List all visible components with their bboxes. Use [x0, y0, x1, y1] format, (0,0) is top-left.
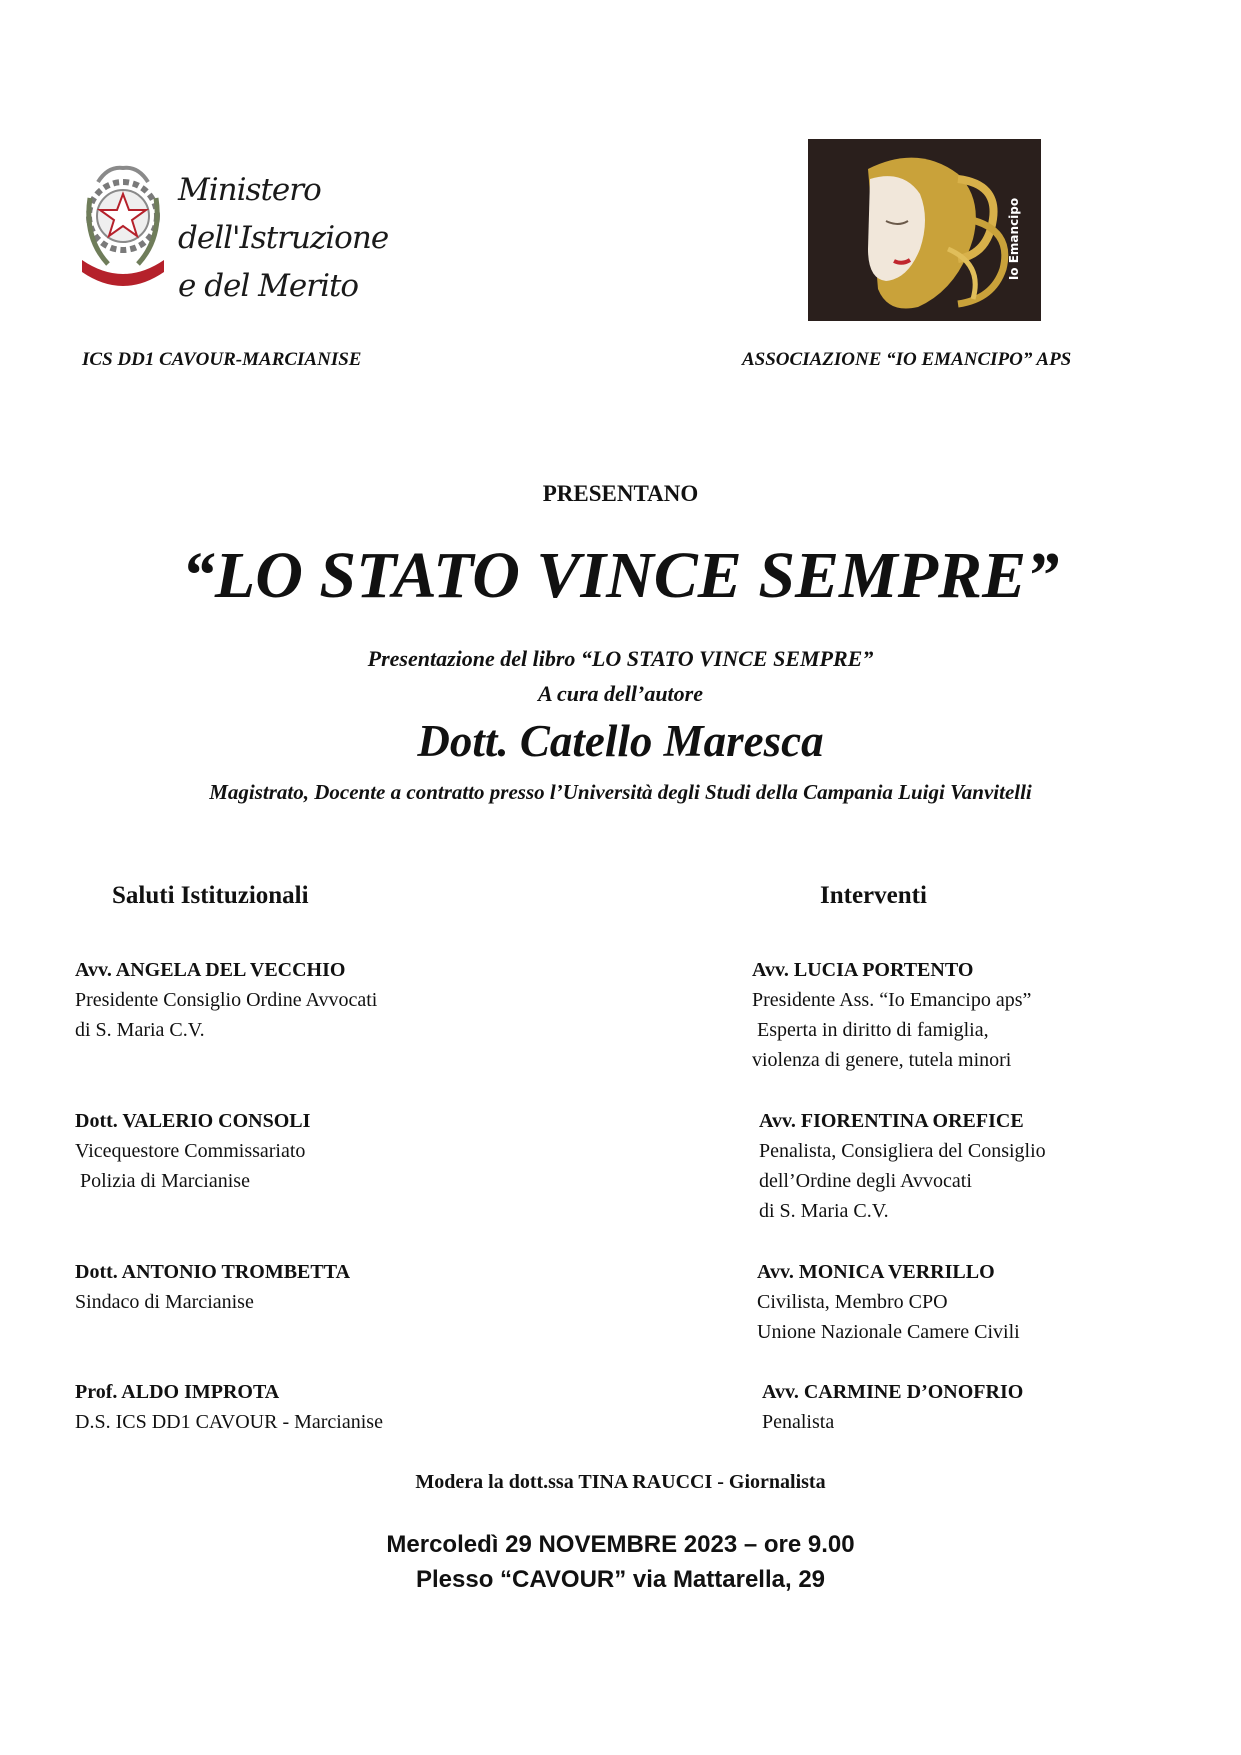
person-role-line: violenza di genere, tutela minori [752, 1049, 1012, 1071]
person-role-line: Civilista, Membro CPO [757, 1291, 948, 1313]
person-role-line: Sindaco di Marcianise [75, 1291, 254, 1313]
person-name: Avv. FIORENTINA OREFICE [759, 1110, 1024, 1132]
person-name: Avv. LUCIA PORTENTO [752, 959, 974, 981]
ministry-line-1: Ministero dell'Istruzione [178, 172, 389, 256]
person-role-line: dell’Ordine degli Avvocati [759, 1170, 972, 1192]
presentano-label: PRESENTANO [542, 481, 699, 506]
interventi-person [757, 1257, 1217, 1347]
saluti-person [75, 955, 535, 1045]
curated-by-line: A cura dell’autore [537, 681, 703, 706]
person-name: Avv. ANGELA DEL VECCHIO [75, 959, 346, 981]
person-role-line: Presidente Ass. “Io Emancipo aps” [752, 989, 1032, 1011]
saluti-heading: Saluti Istituzionali [112, 882, 309, 909]
person-role-line: Vicequestore Commissariato [75, 1140, 306, 1162]
ministry-line-2: e del Merito [178, 268, 359, 304]
moderator-line: Modera la dott.ssa TINA RAUCCI - Giornalista [415, 1471, 826, 1493]
person-role-line: D.S. ICS DD1 CAVOUR - Marcianise [75, 1411, 383, 1433]
saluti-person [75, 1377, 535, 1437]
event-title: “LO STATO VINCE SEMPRE” [181, 539, 1060, 612]
person-name: Avv. MONICA VERRILLO [757, 1261, 995, 1283]
event-place: Plesso “CAVOUR” via Mattarella, 29 [415, 1566, 826, 1593]
interventi-heading: Interventi [820, 882, 927, 909]
person-role-line: Esperta in diritto di famiglia, [752, 1019, 989, 1041]
person-name: Avv. CARMINE D’ONOFRIO [762, 1381, 1024, 1403]
person-role-line: di S. Maria C.V. [759, 1200, 889, 1222]
person-name: Dott. ANTONIO TROMBETTA [75, 1261, 351, 1283]
interventi-person [752, 955, 1212, 1075]
person-role-line: Unione Nazionale Camere Civili [757, 1321, 1020, 1343]
author-name: Dott. Catello Maresca [417, 716, 824, 766]
person-name: Prof. ALDO IMPROTA [75, 1381, 280, 1403]
saluti-person [75, 1106, 535, 1196]
person-role-line: Polizia di Marcianise [75, 1170, 250, 1192]
interventi-person [759, 1106, 1219, 1226]
repubblica-italiana-emblem-icon [78, 138, 168, 310]
author-role: Magistrato, Docente a contratto presso l’Università degli Studi della Campania Luigi Vanvitelli [209, 780, 1032, 804]
ministry-logo-text [178, 166, 478, 310]
saluti-person [75, 1257, 535, 1317]
event-date-time: Mercoledì 29 NOVEMBRE 2023 – ore 9.00 [386, 1531, 855, 1558]
woman-face-hair-logo-icon [808, 139, 1041, 321]
assoc-logo-text: Io Emancipo [1007, 197, 1021, 281]
person-role-line: Penalista, Consigliera del Consiglio [759, 1140, 1046, 1162]
person-role-line: Penalista [762, 1411, 835, 1433]
person-role-line: Presidente Consiglio Ordine Avvocati [75, 989, 378, 1011]
book-presentation-line: Presentazione del libro “LO STATO VINCE SEMPRE” [367, 646, 874, 671]
person-role-line: di S. Maria C.V. [75, 1019, 205, 1041]
person-name: Dott. VALERIO CONSOLI [75, 1110, 311, 1132]
association-caption: ASSOCIAZIONE “IO EMANCIPO” APS [742, 349, 1072, 370]
school-caption: ICS DD1 CAVOUR-MARCIANISE [82, 349, 362, 370]
interventi-person [762, 1377, 1222, 1437]
